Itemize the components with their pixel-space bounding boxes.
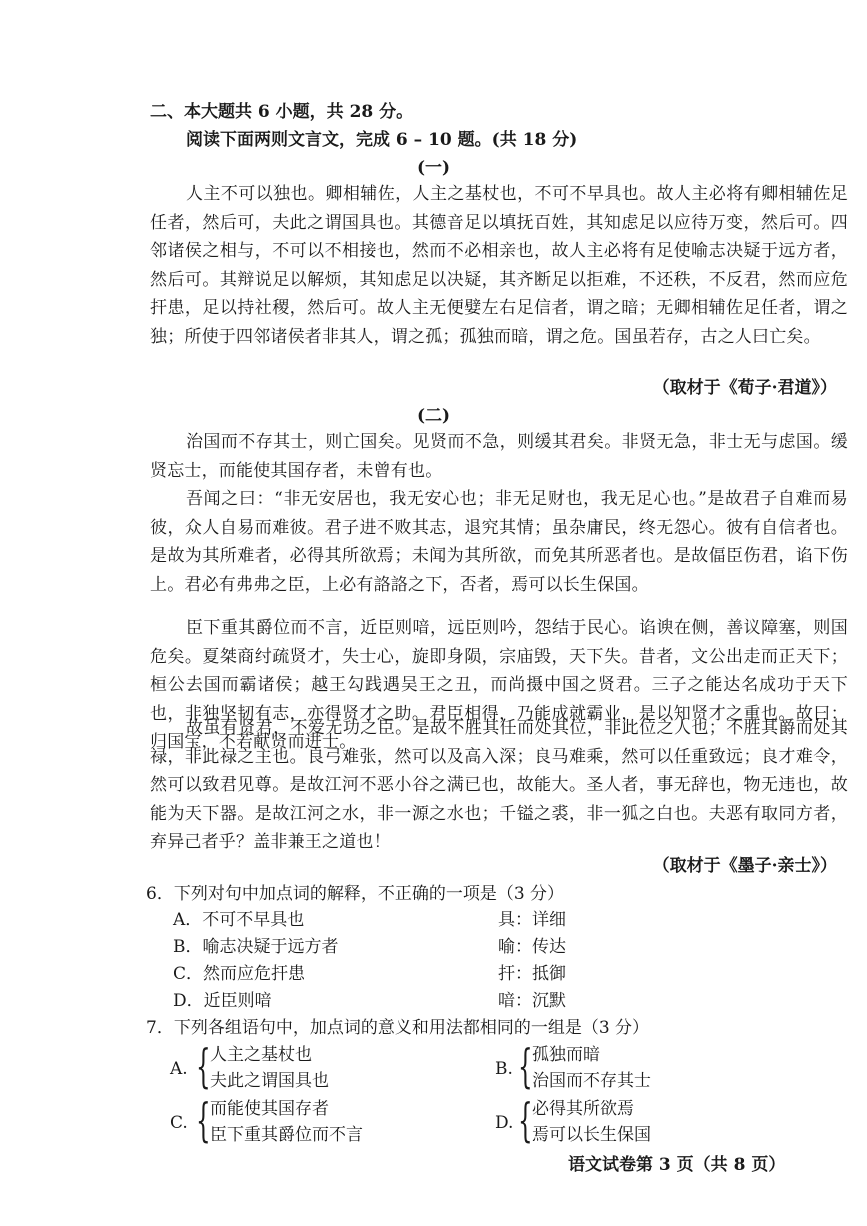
passage1-text: 人主不可以独也。卿相辅佐，人主之基杖也，不可不早具也。故人主必将有卿相辅佐足任者，然后可，夫此之谓国具也。其德音足以填抚百姓，其知虑足以应待万变，然后可。四邻诸侯之相与，不可以不相接也，然而不必相亲也，故人主必将有足使喻志决疑于远方者，然后可。其辩说足以解烦，其知虑足以决疑，其齐断足以拒难，不还秩，不反君，然而应危扞患，足以持社稷，然后可。故人主无便嬖左右足信者，谓之暗；无卿相辅佐足任者，谓之独；所使于四邻诸侯者非其人，谓之孤；孤独而暗，谓之危。国虽若存，古之人曰亡矣。 (150, 184, 848, 347)
q6-option-a-gloss: 具：详细 (498, 910, 566, 930)
q6-option-b-gloss: 喻：传达 (498, 937, 566, 957)
q7-option-b-line1: 孤独而暗 (532, 1045, 600, 1065)
q7-option-c-line1: 而能使其国存者 (210, 1099, 329, 1119)
q7-option-c-line2: 臣下重其爵位而不言 (210, 1125, 363, 1145)
brace-glyph: { (518, 1093, 533, 1147)
q6-option-d: D．近臣则喑 (173, 991, 272, 1011)
q7-option-c-letter: C. (170, 1113, 188, 1133)
q6-stem: 6．下列对句中加点词的解释，不正确的一项是（3 分） (146, 884, 565, 904)
brace-glyph: { (196, 1093, 211, 1147)
passage2-number: (二) (416, 406, 451, 426)
q7-option-a-line2: 夫此之谓国具也 (210, 1071, 329, 1091)
brace-glyph: { (518, 1039, 533, 1093)
passage2-paragraph: 治国而不存其士，则亡国矣。见贤而不急，则缓其君矣。非贤无急，非士无与虑国。缓贤忘士，而能使其国存者，未曾有也。 (150, 432, 848, 481)
passage1-source: （取材于《荀子·君道》） (652, 378, 837, 398)
q6-option-b: B．喻志决疑于远方者 (173, 937, 339, 957)
q6-option-d-gloss: 喑：沉默 (498, 991, 566, 1011)
passage1-number: (一) (416, 158, 451, 178)
passage2-paragraph: 臣下重其爵位而不言，近臣则喑，远臣则吟，怨结于民心。谄谀在侧，善议障塞，则国危矣。夏桀商纣疏贤才，失士心，旋即身陨，宗庙毁，天下失。昔者，文公出走而正天下；桓公去国而霸诸侯；越王勾践遇吴王之丑，而尚摄中国之贤君。三子之能达名成功于天下也，非独坚韧有志，亦得贤才之助。君臣相得，乃能成就霸业，是以知贤才之重也。故曰：归国宝，不若献贤而进士。 (150, 618, 848, 752)
passage2-paragraph: 吾闻之曰：“非无安居也，我无安心也；非无足财也，我无足心也。”是故君子自难而易彼，众人自易而难彼。君子进不败其志，退究其情；虽杂庸民，终无怨心。彼有自信者也。是故为其所难者，必得其所欲焉；未闻为其所欲，而免其所恶者也。是故偪臣伤君，谄下伤上。君必有弗弗之臣，上必有詻詻之下，否者，焉可以长生保国。 (150, 489, 848, 595)
section-heading: 二、本大题共 6 小题，共 28 分。 (150, 102, 414, 122)
q7-option-b-letter: B. (495, 1059, 513, 1079)
q7-stem: 7．下列各组语句中，加点词的意义和用法都相同的一组是（3 分） (146, 1018, 650, 1038)
q7-option-d-line2: 焉可以长生保国 (532, 1125, 651, 1145)
passage2-source: （取材于《墨子·亲士》） (652, 856, 837, 876)
passage2-paragraph: 故虽有贤君，不爱无功之臣。是故不胜其任而处其位，非此位之人也；不胜其爵而处其禄，非此禄之主也。良弓难张，然可以及高入深；良马难乘，然可以任重致远；良才难令，然可以致君见尊。是故江河不恶小谷之满已也，故能大。圣人者，事无辞也，物无违也，故能为天下器。是故江河之水，非一源之水也；千镒之裘，非一狐之白也。夫恶有取同方者，弃异己者乎？盖非兼王之道也！ (150, 718, 848, 852)
q6-option-c-gloss: 扞：抵御 (498, 964, 566, 984)
q7-option-d-line1: 必得其所欲焉 (532, 1099, 634, 1119)
brace-glyph: { (196, 1039, 211, 1093)
reading-instruction: 阅读下面两则文言文，完成 6 – 10 题。(共 18 分) (186, 130, 578, 150)
q7-option-a-letter: A. (170, 1059, 188, 1079)
q6-option-c: C．然而应危扞患 (173, 964, 306, 984)
q7-option-a-line1: 人主之基杖也 (210, 1045, 312, 1065)
page-footer: 语文试卷第 3 页（共 8 页） (568, 1155, 786, 1175)
q7-option-b-line2: 治国而不存其士 (532, 1071, 651, 1091)
q7-option-d-letter: D. (495, 1113, 514, 1133)
q6-option-a: A．不可不早具也 (173, 910, 305, 930)
